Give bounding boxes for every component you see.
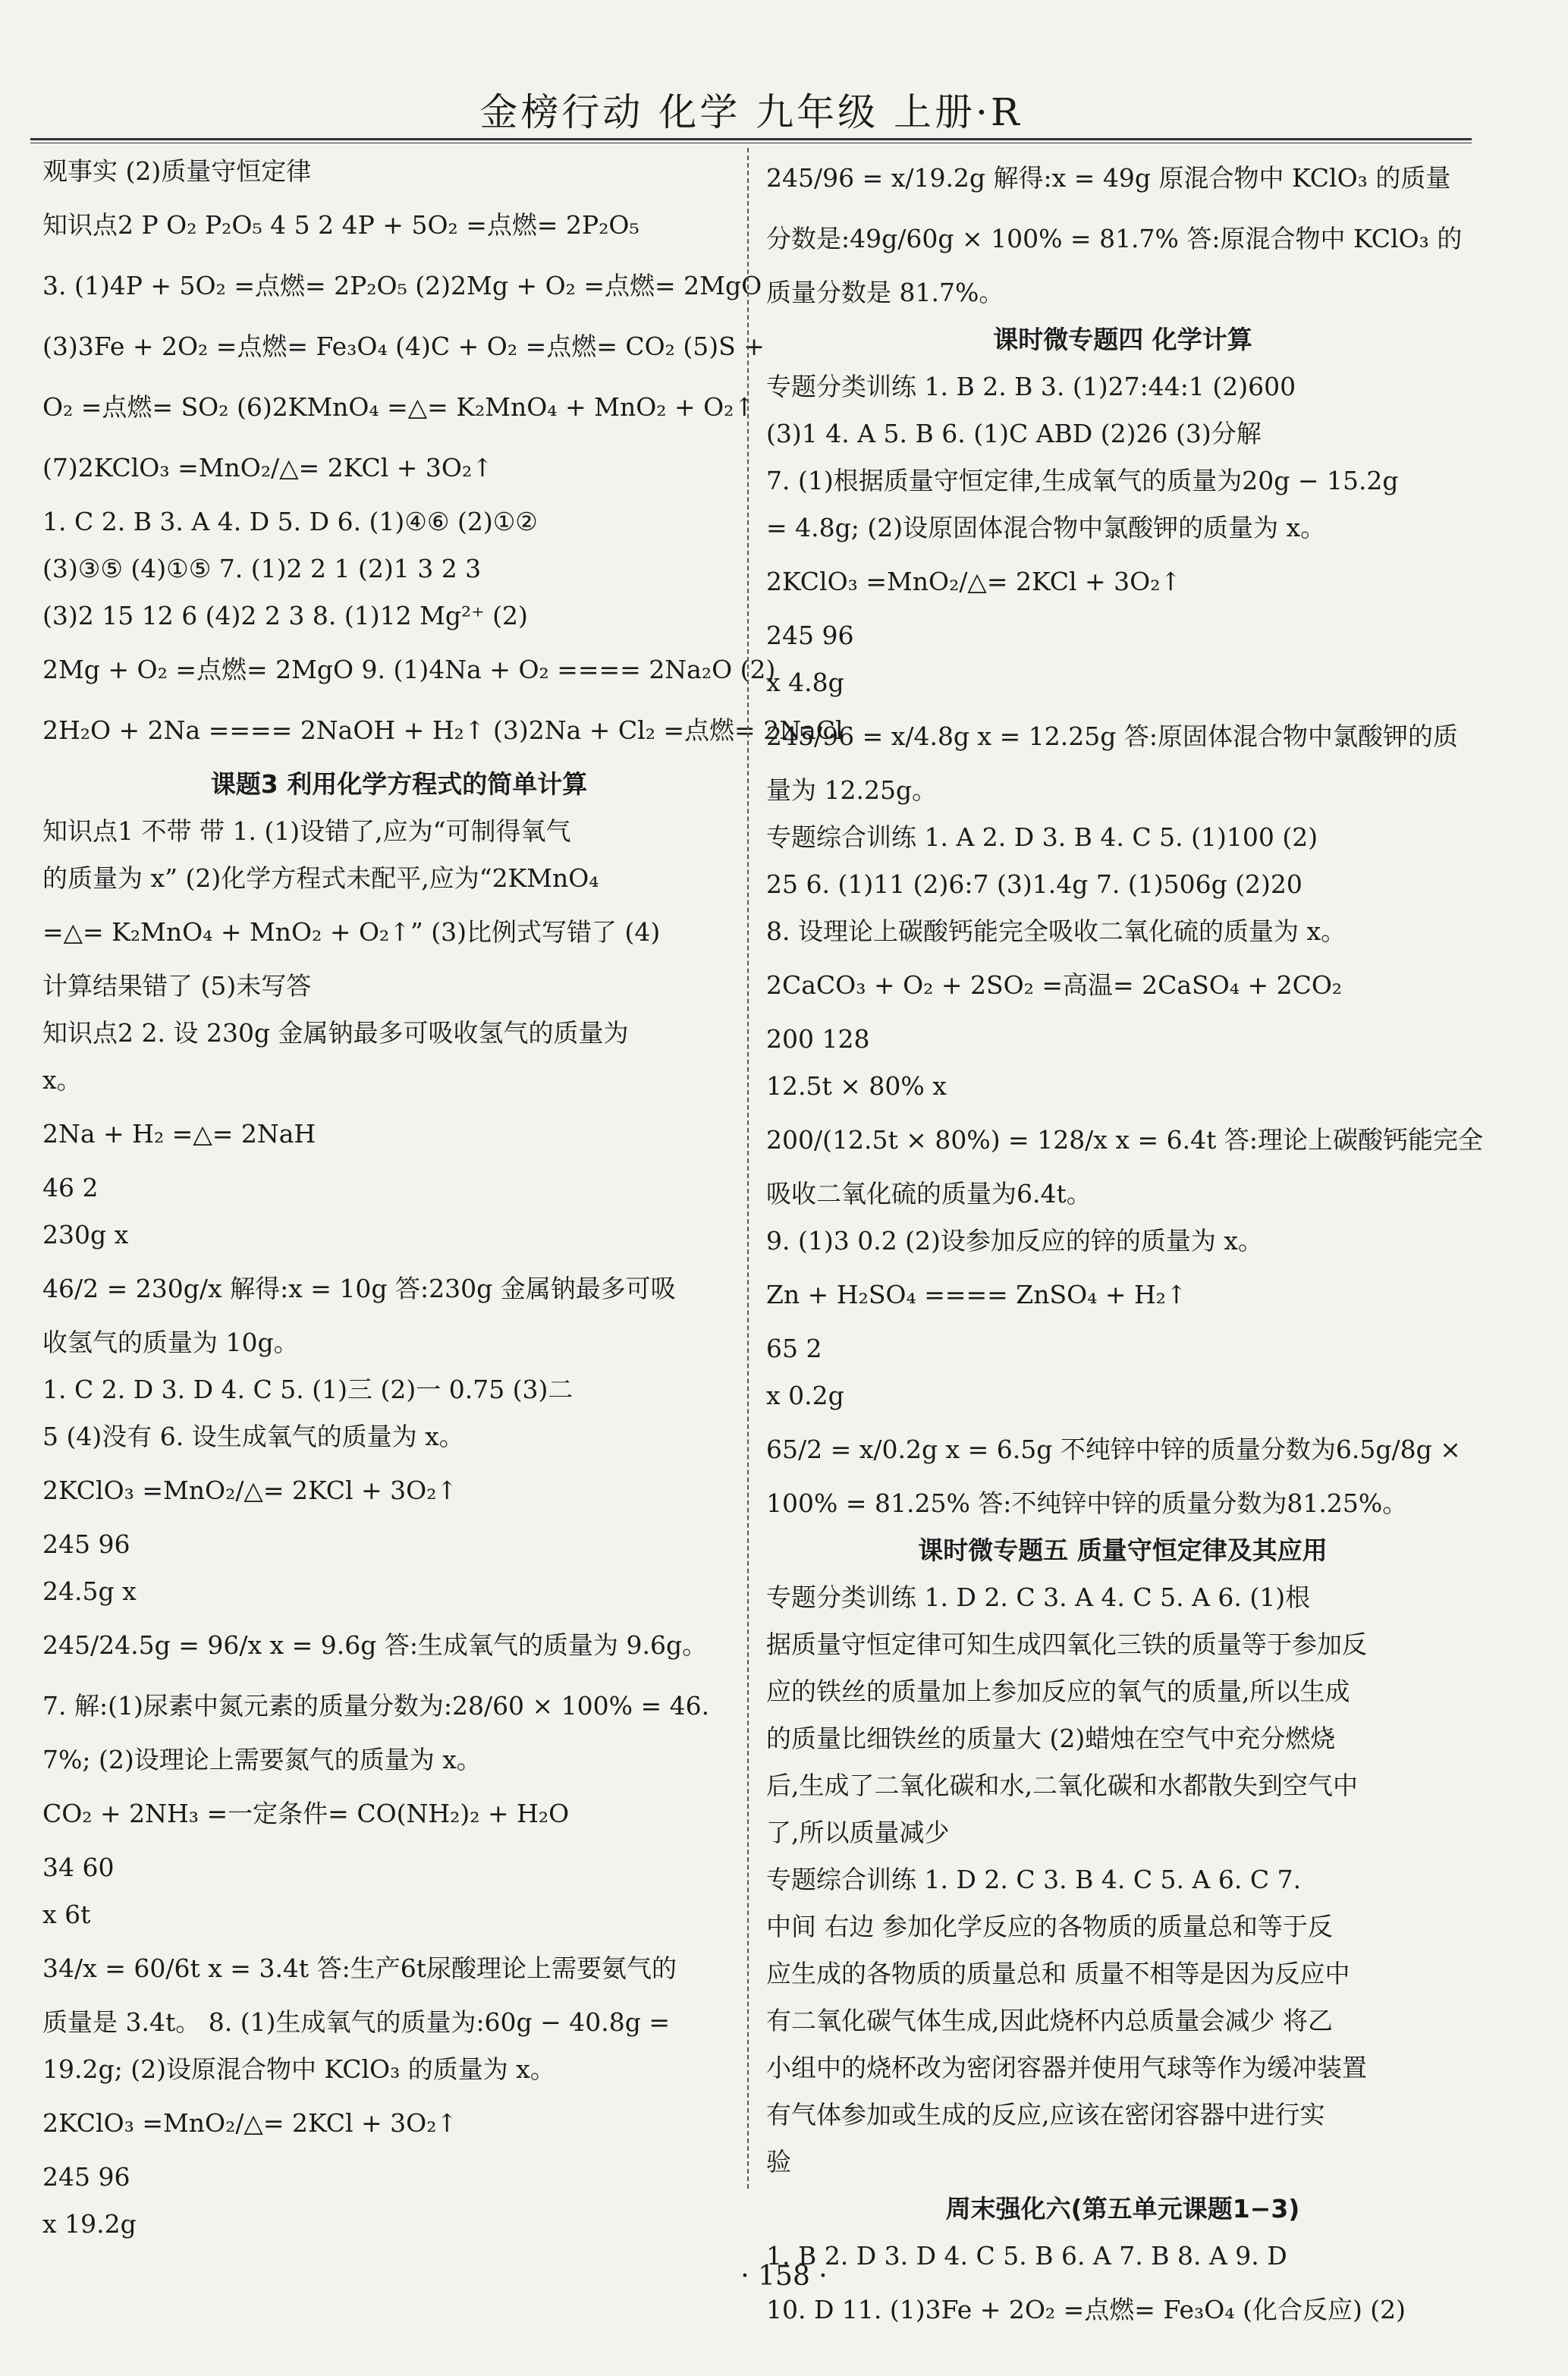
text-line: = 4.8g; (2)设原固体混合物中氯酸钾的质量为 x。 xyxy=(766,513,1326,542)
text-line: 专题综合训练 1. A 2. D 3. B 4. C 5. (1)100 (2) xyxy=(766,822,1318,852)
text-line: 小组中的烧杯改为密闭容器并使用气球等作为缓冲装置 xyxy=(766,2053,1367,2082)
right-column xyxy=(766,148,1483,2340)
text-line: 计算结果错了 (5)未写答 xyxy=(42,971,312,1001)
text-line: 19.2g; (2)设原混合物中 KClO₃ 的质量为 x。 xyxy=(42,2054,555,2084)
text-line: 应生成的各物质的质量总和 质量不相等是因为反应中 xyxy=(766,1959,1350,1988)
text-line: 据质量守恒定律可知生成四氧化三铁的质量等于参加反 xyxy=(766,1630,1367,1659)
text-line: 245 96 xyxy=(42,1529,130,1559)
text-line: 65 2 xyxy=(766,1334,822,1363)
text-line: 7%; (2)设理论上需要氮气的质量为 x。 xyxy=(42,1745,482,1774)
equation-line: 2Na + H₂ =△= 2NaH xyxy=(42,1119,316,1149)
text-line: 1. B 2. D 3. D 4. C 5. B 6. A 7. B 8. A 9. D xyxy=(766,2241,1287,2271)
text-line: 知识点2 2. 设 230g 金属钠最多可吸收氢气的质量为 xyxy=(42,1018,629,1048)
text-line: 观事实 (2)质量守恒定律 xyxy=(42,156,312,186)
page-number: · 158 · xyxy=(740,2261,828,2292)
equation-line: Zn + H₂SO₄ ==== ZnSO₄ + H₂↑ xyxy=(766,1280,1187,1309)
text-line: 230g x xyxy=(42,1220,129,1249)
text-line: 后,生成了二氧化碳和水,二氧化碳和水都散失到空气中 xyxy=(766,1771,1358,1800)
text-line: 分数是:49g/60g × 100% = 81.7% 答:原混合物中 KClO₃ 的 xyxy=(766,224,1463,253)
equation-line: 245/24.5g = 96/x x = 9.6g 答:生成氧气的质量为 9.6g。 xyxy=(42,1630,708,1660)
text-line: 1. C 2. B 3. A 4. D 5. D 6. (1)④⑥ (2)①② xyxy=(42,507,538,536)
section-title: 课时微专题四 化学计算 xyxy=(993,325,1252,354)
text-line: 245 96 xyxy=(766,621,854,650)
text-line: x 0.2g xyxy=(766,1381,844,1410)
text-line: x。 xyxy=(42,1065,82,1095)
text-line: 吸收二氧化硫的质量为6.4t。 xyxy=(766,1179,1092,1208)
text-line: 3. (1)4P + 5O₂ =点燃= 2P₂O₅ (2)2Mg + O₂ =点燃= 2MgO xyxy=(42,271,762,300)
header-rule xyxy=(30,138,1472,140)
text-line: 应的铁丝的质量加上参加反应的氧气的质量,所以生成 xyxy=(766,1677,1350,1706)
text-line: 专题综合训练 1. D 2. C 3. B 4. C 5. A 6. C 7. xyxy=(766,1865,1302,1894)
equation-line: CO₂ + 2NH₃ =一定条件= CO(NH₂)₂ + H₂O xyxy=(42,1799,570,1828)
text-line: 7. 解:(1)尿素中氮元素的质量分数为:28/60 × 100% = 46. xyxy=(42,1691,710,1721)
text-line: 的质量比细铁丝的质量大 (2)蜡烛在空气中充分燃烧 xyxy=(766,1724,1336,1753)
equation-line: 46/2 = 230g/x 解得:x = 10g 答:230g 金属钠最多可吸 xyxy=(42,1274,676,1303)
text-line: O₂ =点燃= SO₂ (6)2KMnO₄ =△= K₂MnO₄ + MnO₂ + O₂↑ xyxy=(42,392,756,422)
text-line: 量为 12.25g。 xyxy=(766,775,938,805)
text-line: 有气体参加或生成的反应,应该在密闭容器中进行实 xyxy=(766,2100,1325,2129)
text-line: x 19.2g xyxy=(42,2209,137,2239)
equation-line: 34/x = 60/6t x = 3.4t 答:生产6t尿酸理论上需要氨气的 xyxy=(42,1953,677,1983)
text-line: 专题分类训练 1. B 2. B 3. (1)27:44:1 (2)600 xyxy=(766,372,1296,401)
text-line: 100% = 81.25% 答:不纯锌中锌的质量分数为81.25%。 xyxy=(766,1488,1408,1518)
text-line: 5 (4)没有 6. 设生成氧气的质量为 x。 xyxy=(42,1422,464,1451)
equation-line: 245/96 = x/19.2g 解得:x = 49g 原混合物中 KClO₃ 的质量 xyxy=(766,163,1451,193)
equation-line: 2CaCO₃ + O₂ + 2SO₂ =高温= 2CaSO₄ + 2CO₂ xyxy=(766,970,1343,1000)
equation-line: 245/96 = x/4.8g x = 12.25g 答:原固体混合物中氯酸钾的质 xyxy=(766,721,1458,751)
text-line: (3)1 4. A 5. B 6. (1)C ABD (2)26 (3)分解 xyxy=(766,419,1262,448)
section-title: 课题3 利用化学方程式的简单计算 xyxy=(210,769,588,799)
text-line: 2Mg + O₂ =点燃= 2MgO 9. (1)4Na + O₂ ==== 2Na₂O (2) xyxy=(42,655,776,684)
text-line: 9. (1)3 0.2 (2)设参加反应的锌的质量为 x。 xyxy=(766,1226,1264,1256)
text-line: 25 6. (1)11 (2)6:7 (3)1.4g 7. (1)506g (2)20 xyxy=(766,869,1302,899)
text-line: 质量分数是 81.7%。 xyxy=(766,278,1004,307)
text-line: 质量是 3.4t。 8. (1)生成氧气的质量为:60g − 40.8g = xyxy=(42,2007,671,2037)
text-line: 收氢气的质量为 10g。 xyxy=(42,1328,299,1357)
text-line: (7)2KClO₃ =MnO₂/△= 2KCl + 3O₂↑ xyxy=(42,453,493,482)
equation-line: 200/(12.5t × 80%) = 128/x x = 6.4t 答:理论上碳酸钙能完全 xyxy=(766,1125,1483,1155)
page-header: 金榜行动 化学 九年级 上册·R xyxy=(479,90,1023,134)
text-line: (3)③⑤ (4)①⑤ 7. (1)2 2 1 (2)1 3 2 3 xyxy=(42,554,482,583)
text-line: 的质量为 x” (2)化学方程式未配平,应为“2KMnO₄ xyxy=(42,863,599,893)
text-line: 200 128 xyxy=(766,1024,870,1054)
text-line: 2H₂O + 2Na ==== 2NaOH + H₂↑ (3)2Na + Cl₂ =点燃= 2NaCl xyxy=(42,715,844,745)
text-line: 7. (1)根据质量守恒定律,生成氧气的质量为20g − 15.2g xyxy=(766,466,1399,495)
equation-line: 10. D 11. (1)3Fe + 2O₂ =点燃= Fe₃O₄ (化合反应) (2) xyxy=(766,2295,1406,2324)
section-title: 周末强化六(第五单元课题1−3) xyxy=(945,2194,1300,2224)
text-line: x 4.8g xyxy=(766,668,844,697)
text-line: 1. C 2. D 3. D 4. C 5. (1)三 (2)一 0.75 (3)二 xyxy=(42,1375,573,1404)
column-divider xyxy=(747,148,749,2189)
text-line: 245 96 xyxy=(42,2162,130,2192)
text-line: 验 xyxy=(766,2147,791,2176)
section-title: 课时微专题五 质量守恒定律及其应用 xyxy=(918,1535,1328,1565)
text-line: (3)3Fe + 2O₂ =点燃= Fe₃O₄ (4)C + O₂ =点燃= CO₂ (5)S + xyxy=(42,332,765,361)
text-line: =△= K₂MnO₄ + MnO₂ + O₂↑” (3)比例式写错了 (4) xyxy=(42,917,661,947)
text-line: (3)2 15 12 6 (4)2 2 3 8. (1)12 Mg²⁺ (2) xyxy=(42,601,528,630)
text-line: 46 2 xyxy=(42,1173,99,1202)
equation-line: 2KClO₃ =MnO₂/△= 2KCl + 3O₂↑ xyxy=(766,567,1182,596)
text-line: 24.5g x xyxy=(42,1576,137,1606)
equation-line: 2KClO₃ =MnO₂/△= 2KCl + 3O₂↑ xyxy=(42,2108,458,2138)
text-line: 知识点1 不带 带 1. (1)设错了,应为“可制得氧气 xyxy=(42,816,571,846)
equation-line: 65/2 = x/0.2g x = 6.5g 不纯锌中锌的质量分数为6.5g/8g × xyxy=(766,1435,1461,1464)
text-line: 知识点2 P O₂ P₂O₅ 4 5 2 4P + 5O₂ =点燃= 2P₂O₅ xyxy=(42,210,639,240)
text-line: 中间 右边 参加化学反应的各物质的质量总和等于反 xyxy=(766,1912,1333,1941)
text-line: 12.5t × 80% x xyxy=(766,1071,947,1101)
text-line: 专题分类训练 1. D 2. C 3. A 4. C 5. A 6. (1)根 xyxy=(766,1582,1311,1612)
text-line: 有二氧化碳气体生成,因此烧杯内总质量会减少 将乙 xyxy=(766,2006,1333,2035)
text-line: 34 60 xyxy=(42,1853,115,1882)
text-line: 了,所以质量减少 xyxy=(766,1818,950,1847)
text-line: 8. 设理论上碳酸钙能完全吸收二氧化硫的质量为 x。 xyxy=(766,916,1346,946)
equation-line: 2KClO₃ =MnO₂/△= 2KCl + 3O₂↑ xyxy=(42,1476,458,1505)
text-line: x 6t xyxy=(42,1900,91,1929)
